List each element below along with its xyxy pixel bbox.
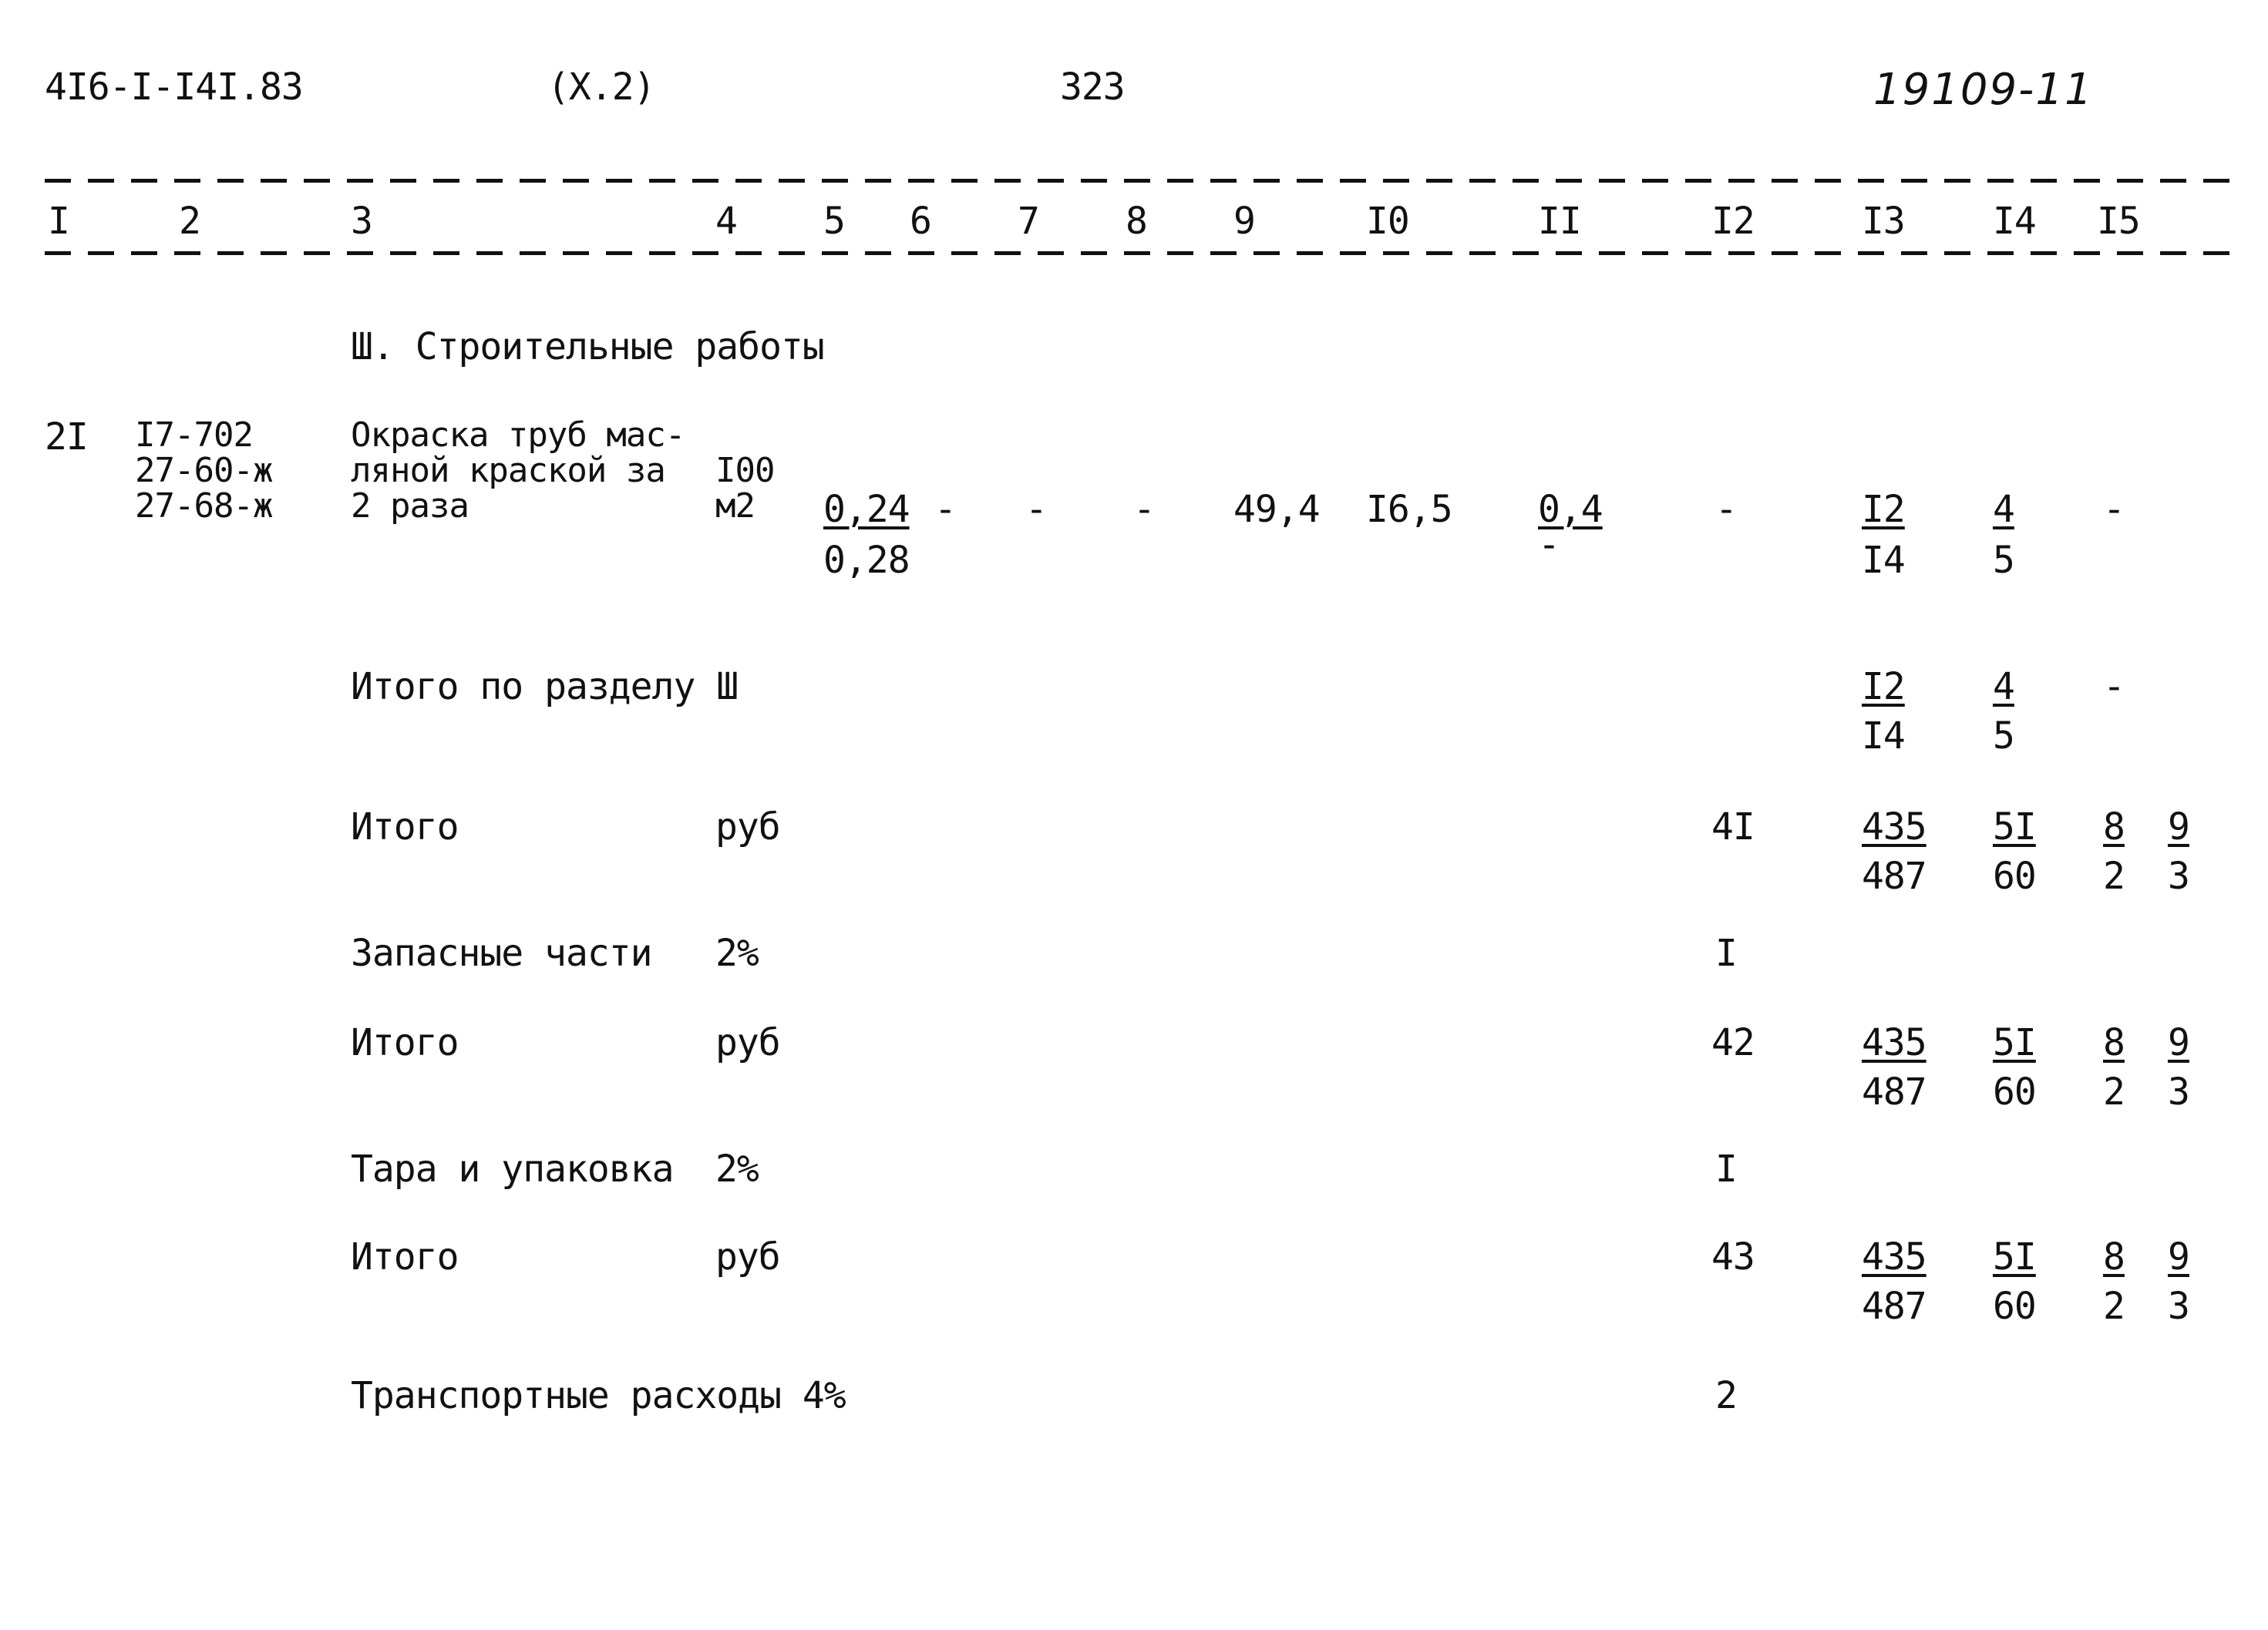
item-number: 2I (45, 415, 88, 459)
col14-bottom-value: 5 (1993, 539, 2014, 582)
price-code: I7-702 (135, 415, 253, 455)
col6-value: - (934, 488, 956, 531)
col5-bottom-value: 0,28 (823, 539, 910, 582)
col13-bottom-value: 487 (1862, 855, 1926, 898)
section-code: (X.2) (547, 66, 655, 109)
col15-bottom-value: 2 (2103, 855, 2125, 898)
col7-value: - (1025, 488, 1047, 531)
col14-top-value: 4 (1993, 665, 2014, 708)
column-header: I5 (2097, 200, 2140, 243)
extra-top-value: 9 (2168, 1021, 2189, 1064)
col10-value: I6,5 (1366, 488, 1452, 531)
document-code: 4I6-I-I4I.83 (45, 66, 303, 109)
col9-value: 49,4 (1233, 488, 1320, 531)
section-title: Ш. Строительные работы (351, 325, 824, 368)
col13-top-value: 435 (1862, 805, 1926, 849)
column-header: I0 (1366, 200, 1409, 243)
col13-bottom-value: 487 (1862, 1285, 1926, 1328)
col12-value: I (1715, 1148, 1737, 1191)
total-unit: руб (715, 1235, 780, 1279)
column-header: 5 (823, 200, 845, 243)
item-description: ляной краской за (351, 451, 665, 490)
total-label: Итого (351, 805, 459, 849)
extra-top-value: 9 (2168, 1235, 2189, 1279)
packaging-label: Тара и упаковка (351, 1148, 674, 1191)
column-header: 3 (351, 200, 372, 243)
column-header: I2 (1711, 200, 1755, 243)
col15-bottom-value: 2 (2103, 1070, 2125, 1114)
col14-bottom-value: 60 (1993, 855, 2036, 898)
price-code: 27-60-ж (135, 451, 273, 490)
col12-value: I (1715, 932, 1737, 975)
total-label: Итого (351, 1235, 459, 1279)
column-header: 6 (910, 200, 931, 243)
col14-bottom-value: 60 (1993, 1070, 2036, 1114)
col14-bottom-value: 5 (1993, 714, 2014, 758)
col15-bottom-value: 2 (2103, 1285, 2125, 1328)
column-header: II (1538, 200, 1581, 243)
col5-top-value: 0,24 (823, 488, 910, 531)
col13-bottom-value: I4 (1862, 714, 1905, 758)
header-rule-bottom (45, 251, 2234, 255)
col11-bottom-value: - (1538, 523, 1560, 566)
spare-parts-label: Запасные части (351, 932, 652, 975)
spare-parts-percent: 2% (715, 932, 759, 975)
col14-top-value: 5I (1993, 1235, 2036, 1279)
transport-label: Транспортные расходы 4% (351, 1374, 846, 1417)
col14-bottom-value: 60 (1993, 1285, 2036, 1328)
total-label: Итого (351, 1021, 459, 1064)
column-header: 9 (1233, 200, 1255, 243)
packaging-percent: 2% (715, 1148, 759, 1191)
col15-value: - (2103, 665, 2125, 708)
col14-top-value: 4 (1993, 488, 2014, 531)
col15-value: - (2103, 488, 2125, 531)
extra-bottom-value: 3 (2168, 1285, 2189, 1328)
column-header: I3 (1862, 200, 1905, 243)
extra-bottom-value: 3 (2168, 855, 2189, 898)
extra-bottom-value: 3 (2168, 1070, 2189, 1114)
col12-value: 2 (1715, 1374, 1737, 1417)
extra-top-value: 9 (2168, 805, 2189, 849)
col13-top-value: I2 (1862, 488, 1905, 531)
column-header: 2 (179, 200, 200, 243)
col11-top-value: 0,4 (1538, 488, 1603, 531)
col15-top-value: 8 (2103, 1235, 2125, 1279)
item-description: Окраска труб мас- (351, 415, 685, 455)
col15-top-value: 8 (2103, 1021, 2125, 1064)
col13-bottom-value: I4 (1862, 539, 1905, 582)
column-header: I4 (1993, 200, 2036, 243)
total-unit: руб (715, 805, 780, 849)
column-header: 4 (715, 200, 737, 243)
item-description: 2 раза (351, 486, 469, 526)
total-unit: руб (715, 1021, 780, 1064)
handwritten-inventory-number: 19109-11 (1873, 65, 2094, 115)
col12-value: 42 (1711, 1021, 1755, 1064)
unit-measure: м2 (715, 486, 755, 526)
price-code: 27-68-ж (135, 486, 273, 526)
col12-value: 4I (1711, 805, 1755, 849)
col15-top-value: 8 (2103, 805, 2125, 849)
col13-bottom-value: 487 (1862, 1070, 1926, 1114)
col13-top-value: 435 (1862, 1235, 1926, 1279)
column-header: I (48, 200, 69, 243)
col14-top-value: 5I (1993, 805, 2036, 849)
col12-value: 43 (1711, 1235, 1755, 1279)
col12-value: - (1715, 488, 1737, 531)
header-rule-top (45, 179, 2234, 183)
column-header: 7 (1018, 200, 1039, 243)
col13-top-value: I2 (1862, 665, 1905, 708)
col8-value: - (1133, 488, 1155, 531)
section-total-label: Итого по разделу Ш (351, 665, 739, 708)
col14-top-value: 5I (1993, 1021, 2036, 1064)
column-header: 8 (1126, 200, 1147, 243)
col13-top-value: 435 (1862, 1021, 1926, 1064)
unit-quantity: I00 (715, 451, 775, 490)
page-number: 323 (1060, 66, 1125, 109)
